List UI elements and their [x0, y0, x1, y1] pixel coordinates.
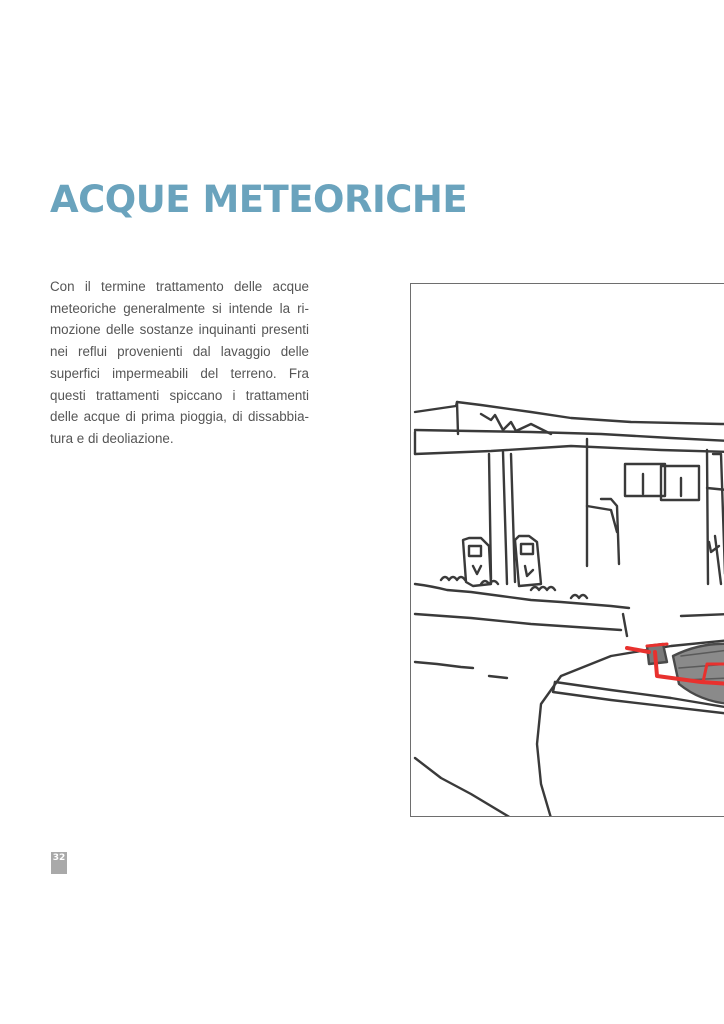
body-paragraph: Con il termine trattamento delle acque meteoriche generalmente si intende la rimozione delle sostanze inquinanti presenti nei reflui provenienti dal lavaggio delle superfici impermeabili del terreno. Fra questi trattamenti spiccano i trattamenti delle acque di prima pioggia, di dissabbiatura e di deoliazione. — [50, 279, 309, 446]
page-number-badge: 32 — [51, 852, 67, 874]
station-building — [587, 439, 724, 584]
canopy-column — [489, 452, 515, 584]
page-title: ACQUE METEORICHE — [50, 178, 468, 221]
forecourt-road — [415, 614, 724, 817]
canopy-roof — [415, 402, 724, 454]
fuel-pump-middle — [515, 536, 541, 586]
gas-station-sketch — [411, 284, 724, 817]
fuel-pump-left — [463, 538, 491, 586]
fuel-pump-right — [709, 536, 721, 584]
gas-station-illustration — [410, 283, 724, 817]
